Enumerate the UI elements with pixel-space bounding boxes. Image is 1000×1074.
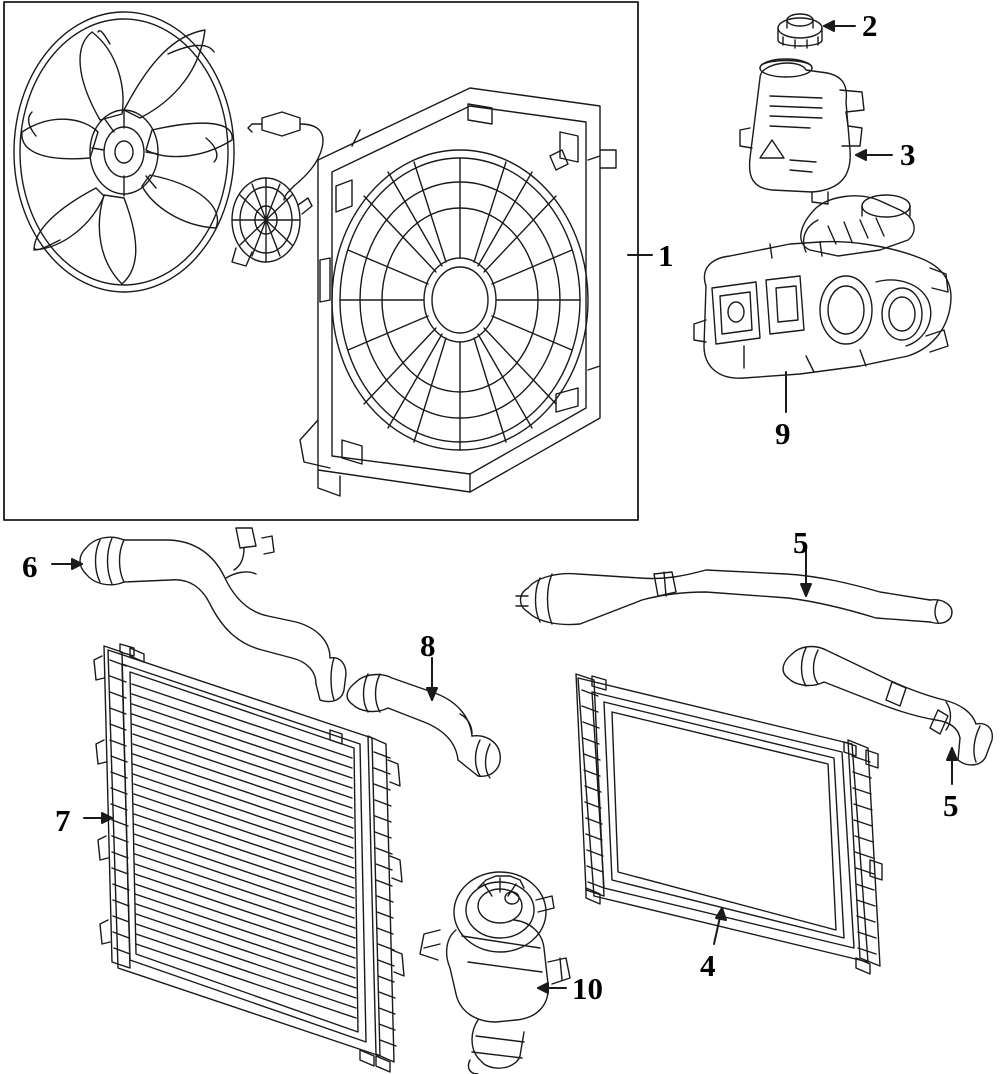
callout-9: 9 bbox=[775, 416, 791, 451]
callout-4: 4 bbox=[700, 948, 716, 983]
auxiliary-water-pump bbox=[420, 872, 570, 1074]
callout-2: 2 bbox=[862, 8, 878, 43]
callout-6: 6 bbox=[22, 549, 38, 584]
reservoir-cap bbox=[778, 14, 822, 48]
fan-group-box bbox=[4, 2, 638, 520]
callout-7: 7 bbox=[55, 803, 71, 838]
callout-8: 8 bbox=[420, 628, 436, 663]
callout-3: 3 bbox=[900, 137, 916, 172]
callout-5-right: 5 bbox=[943, 788, 959, 823]
fan-wiring-connector bbox=[248, 112, 323, 200]
water-pump-thermostat-housing bbox=[694, 195, 951, 378]
fan-motor bbox=[232, 178, 312, 266]
coolant-reservoir bbox=[740, 59, 864, 204]
cooling-fan-blade bbox=[14, 12, 234, 292]
callout-1: 1 bbox=[658, 238, 674, 273]
callout-10: 10 bbox=[572, 971, 603, 1006]
coolant-hose-connector bbox=[783, 647, 992, 765]
auxiliary-radiator bbox=[576, 674, 882, 974]
fan-shroud bbox=[300, 88, 616, 496]
upper-coolant-hose bbox=[516, 570, 952, 625]
bypass-hose bbox=[347, 674, 500, 778]
radiator-inlet-hose bbox=[80, 528, 346, 702]
callout-5-top: 5 bbox=[793, 525, 809, 560]
